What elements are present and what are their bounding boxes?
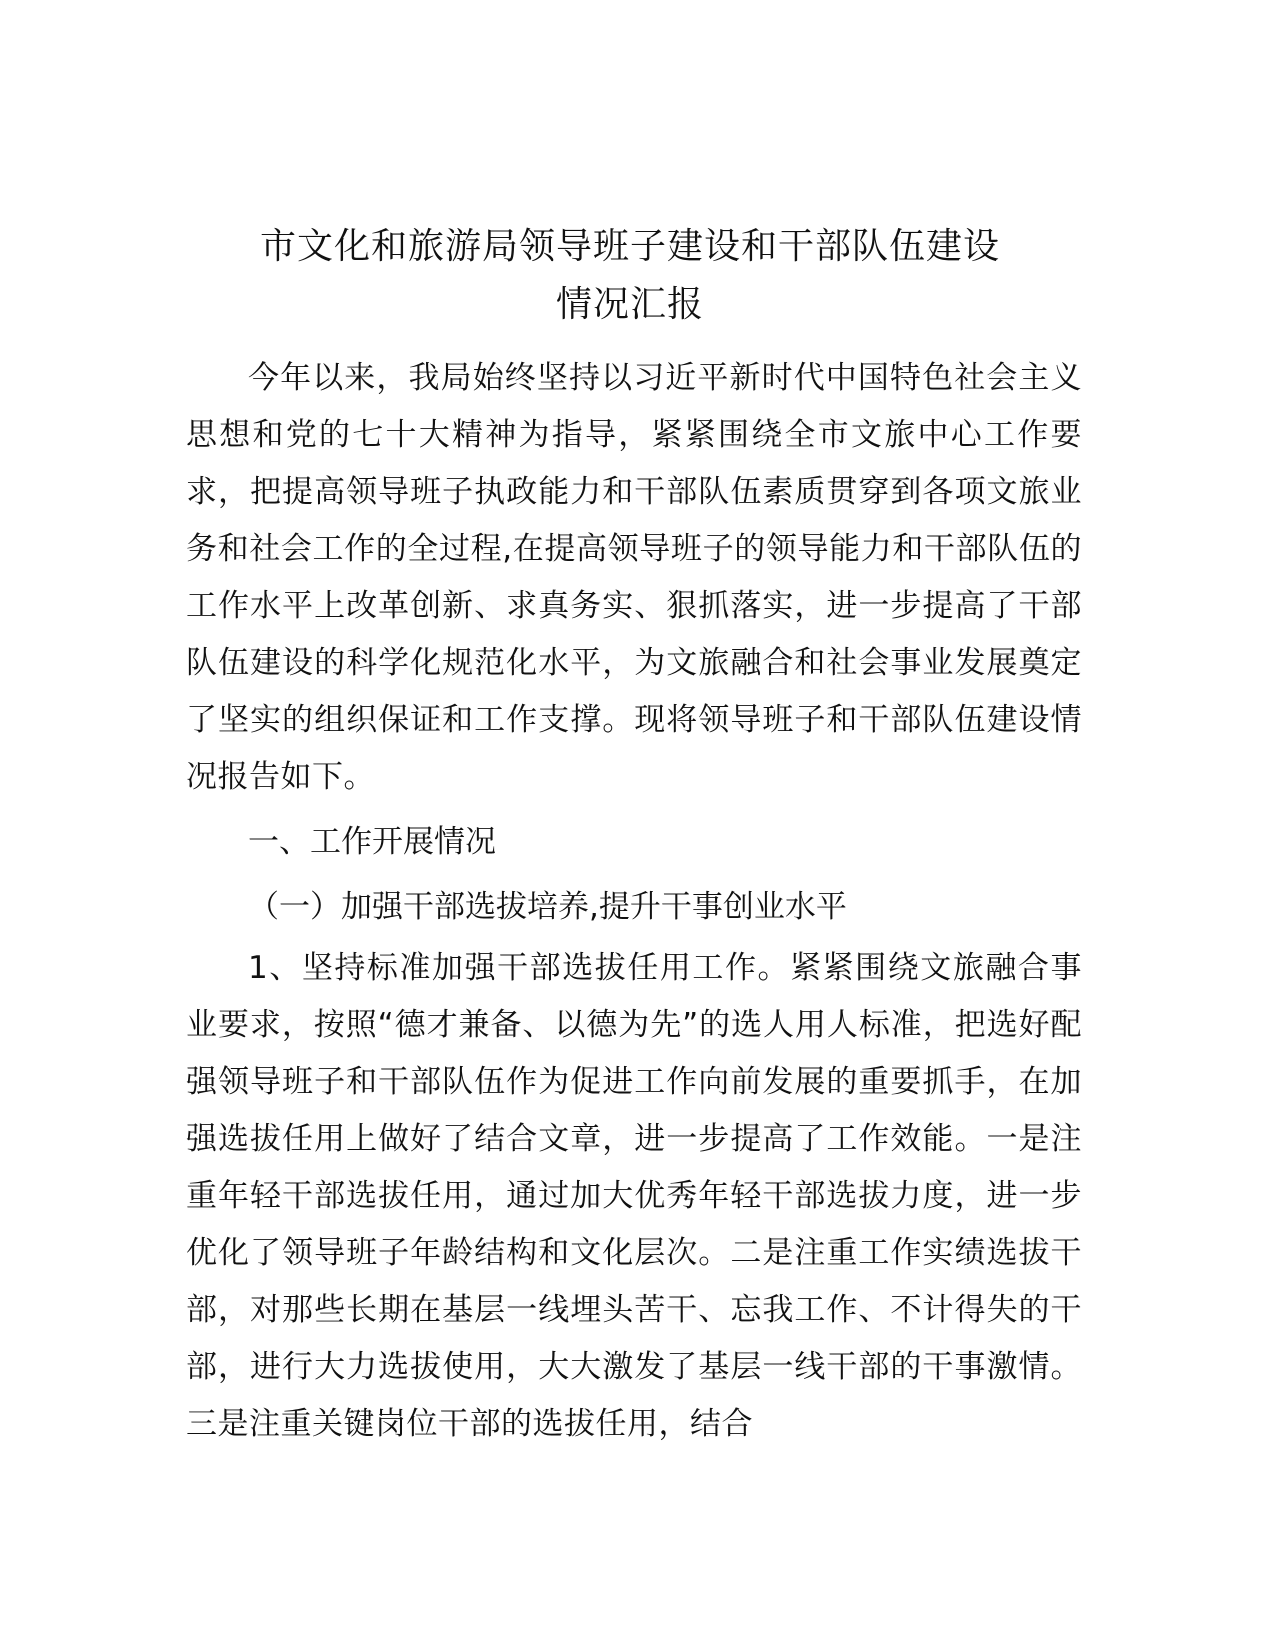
document-body [186,350,1082,1453]
title-line-1: 市文化和旅游局领导班子建设和干部队伍建设 [259,226,1000,267]
title-line-2: 情况汇报 [555,284,704,325]
item-paragraph: 1、坚持标准加强干部选拔任用工作。紧紧围绕文旅融合事业要求，按照“德才兼备、以德为先”的选人用人标准，把选好配强领导班子和干部队伍作为促进工作向前发展的重要抓手，在加强选拔任用上做好了结合文章，进一步提高了工作效能。一是注重年轻干部选拔任用，通过加大优秀年轻干部选拔力度，进一步优化了领导班子年龄结构和文化层次。二是注重工作实绩选拔干部，对那些长期在基层一线埋头苦干、忘我工作、不计得失的干部，进行大力选拔使用，大大激发了基层一线干部的干事激情。三是注重关键岗位干部的选拔任用，结合 [186,950,1082,1442]
subsection-heading: （一）加强干部选拔培养,提升干事创业水平 [248,889,847,925]
intro-paragraph: 今年以来，我局始终坚持以习近平新时代中国特色社会主义思想和党的七十大精神为指导，紧紧围绕全市文旅中心工作要求，把提高领导班子执政能力和干部队伍素质贯穿到各项文旅业务和社会工作的全过程,在提高领导班子的领导能力和干部队伍的工作水平上改革创新、求真务实、狠抓落实，进一步提高了干部队伍建设的科学化规范化水平，为文旅融合和社会事业发展奠定了坚实的组织保证和工作支撑。现将领导班子和干部队伍建设情况报告如下。 [186,360,1082,795]
document-title [180,218,1080,334]
section-heading: 一、工作开展情况 [248,824,496,860]
